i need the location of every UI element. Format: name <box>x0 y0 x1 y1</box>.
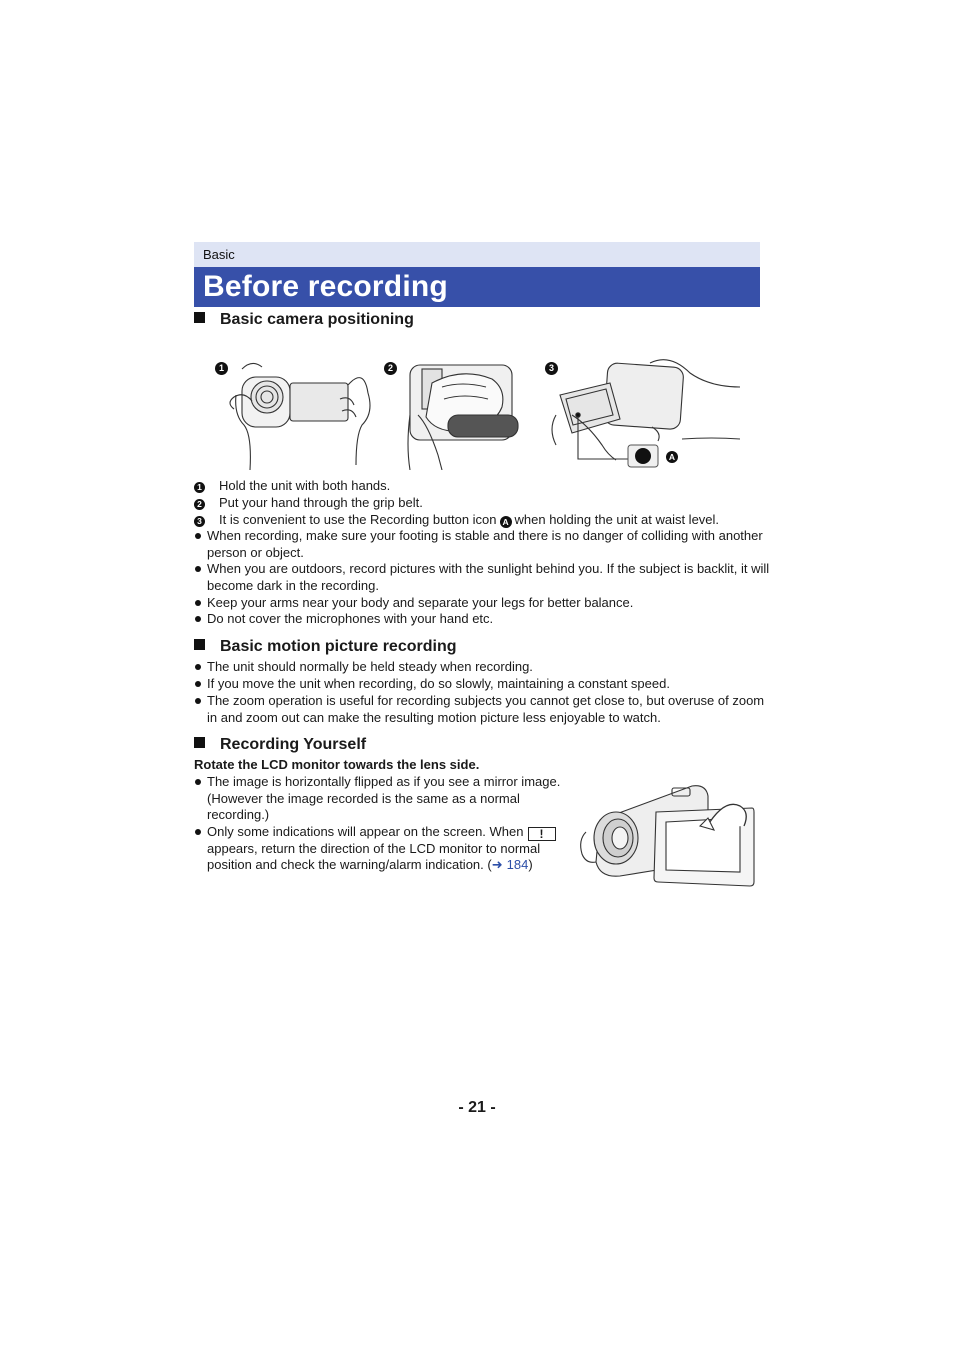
bullet-line-3: recording.) <box>207 807 270 823</box>
number-badge: 2 <box>194 499 205 510</box>
figure-badge-a: A <box>666 451 678 463</box>
reference-arrow-icon: ➜ <box>491 857 503 873</box>
positioning-bullet-2 <box>194 561 770 595</box>
heading-square-icon <box>194 737 205 748</box>
inline-a-badge: A <box>500 516 512 528</box>
figure-lcd-rotated <box>576 782 758 890</box>
heading-basic-camera-positioning <box>194 310 414 330</box>
figure-hold-both-hands <box>212 355 382 470</box>
section-label: Basic <box>194 242 760 267</box>
heading-text: Recording Yourself <box>220 736 367 753</box>
bullet-icon <box>195 698 201 704</box>
motion-bullet-1 <box>194 659 764 676</box>
camera-rotated-lcd-illustration <box>576 782 758 890</box>
bullet-icon <box>195 533 201 539</box>
numbered-item-text: Put your hand through the grip belt. <box>219 495 423 510</box>
bullet-icon <box>195 664 201 670</box>
number-badge: 1 <box>194 482 205 493</box>
motion-bullet-3 <box>194 693 764 727</box>
figure-badge-1: 1 <box>215 362 228 375</box>
figure-waist-level <box>542 355 742 470</box>
page-title: Before recording <box>194 267 760 307</box>
heading-recording-yourself <box>194 735 366 755</box>
bullet-line-1-text: Only some indications will appear on the screen. When <box>207 824 524 839</box>
bullet-icon <box>195 616 201 622</box>
bullet-icon <box>195 600 201 606</box>
bullet-line-2: appears, return the direction of the LCD monitor to normal <box>207 840 541 856</box>
figure-badge-2: 2 <box>384 362 397 375</box>
page-number: - 21 - <box>458 1099 496 1116</box>
warning-alarm-icon: ! <box>528 827 556 841</box>
number-badge: 3 <box>194 516 205 527</box>
heading-text: Basic camera positioning <box>220 311 414 328</box>
record-button-icon <box>635 448 651 464</box>
heading-text: Basic motion picture recording <box>220 638 457 655</box>
bullet-line-1: If you move the unit when recording, do so slowly, maintaining a constant speed. <box>207 676 670 691</box>
bullet-icon <box>195 566 201 572</box>
bullet-line-1: When recording, make sure your footing is stable and there is no danger of colliding with another <box>207 528 763 543</box>
heading-square-icon <box>194 312 205 323</box>
self-bullet-1 <box>194 774 564 824</box>
self-bullet-2 <box>194 824 564 874</box>
bullet-line-1: The unit should normally be held steady when recording. <box>207 659 533 674</box>
positioning-bullet-3 <box>194 595 764 612</box>
page-reference-link[interactable]: 184 <box>506 857 529 873</box>
bullet-line-2: in and zoom out can make the resulting motion picture less enjoyable to watch. <box>207 709 661 725</box>
bullet-line-1: Keep your arms near your body and separate your legs for better balance. <box>207 595 634 610</box>
motion-bullet-2 <box>194 676 764 693</box>
camera-hands-illustration-2 <box>382 355 522 470</box>
bullet-line-1 <box>207 824 556 841</box>
heading-square-icon <box>194 639 205 650</box>
bullet-icon <box>195 681 201 687</box>
bullet-line-2: become dark in the recording. <box>207 577 379 593</box>
numbered-item-text: Hold the unit with both hands. <box>219 478 391 493</box>
bullet-icon <box>195 829 201 835</box>
figure-grip-belt <box>382 355 522 470</box>
bullet-icon <box>195 779 201 785</box>
bullet-line-1: When you are outdoors, record pictures with the sunlight behind you. If the subject is backlit, it will <box>207 561 770 576</box>
camera-hands-illustration-1 <box>212 355 382 470</box>
bullet-line-3 <box>207 857 533 874</box>
positioning-bullet-4 <box>194 611 764 628</box>
numbered-item-2 <box>194 495 423 512</box>
numbered-item-text-after: when holding the unit at waist level. <box>514 512 720 527</box>
bullet-line-1: The zoom operation is useful for recording subjects you cannot get close to, but overuse of zoom <box>207 693 765 708</box>
rotate-instruction: Rotate the LCD monitor towards the lens side. <box>194 757 480 772</box>
numbered-item-text-before: It is convenient to use the Recording button icon <box>219 512 497 527</box>
bullet-line-2: person or object. <box>207 544 304 560</box>
bullet-line-2: (However the image recorded is the same as a normal <box>207 790 520 806</box>
bullet-line-3-after: ) <box>528 857 533 873</box>
heading-basic-motion-recording <box>194 637 456 657</box>
numbered-item-3 <box>194 512 719 529</box>
bullet-line-1: Do not cover the microphones with your hand etc. <box>207 611 494 626</box>
positioning-bullet-1 <box>194 528 764 562</box>
bullet-line-1: The image is horizontally flipped as if you see a mirror image. <box>207 774 561 789</box>
numbered-item-1 <box>194 478 390 495</box>
figure-badge-3: 3 <box>545 362 558 375</box>
camera-hands-illustration-3 <box>542 355 742 470</box>
bullet-line-3-before: position and check the warning/alarm indication. ( <box>207 857 492 873</box>
